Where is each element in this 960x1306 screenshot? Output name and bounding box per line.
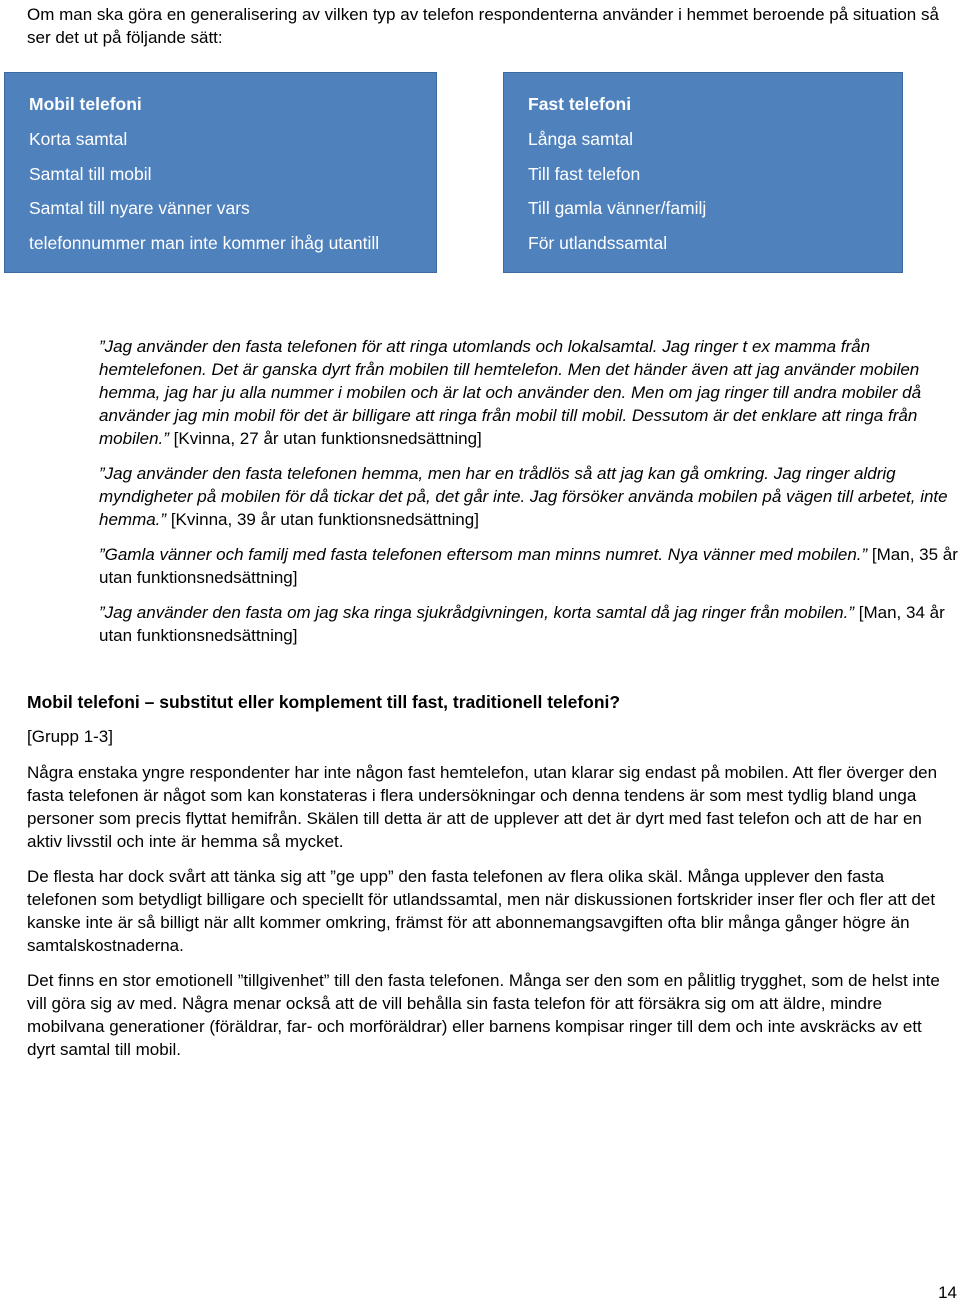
quote	[99, 335, 960, 450]
body-paragraph: Det finns en stor emotionell ”tillgivenhet” till den fasta telefonen. Många ser den som en pålitlig trygghet, som de helst inte vill göra sig av med. Några menar också att de vill behålla sin fasta telefon för att försäkra sig om att äldre, mindre mobilvana generationer (föräldrar, far- och morföräldrar) eller barnens kompisar ringer till dem och inte avskräcks av ett dyrt samtal till mobil.	[27, 971, 940, 1059]
fixed-telephony-box	[503, 72, 903, 273]
quote	[99, 462, 960, 531]
quote-text: ”Gamla vänner och familj med fasta telefonen eftersom man minns numret. Nya vänner med mobilen.”	[99, 545, 868, 564]
section-heading: Mobil telefoni – substitut eller komplement till fast, traditionell telefoni?	[27, 692, 621, 712]
section-body	[27, 690, 947, 1073]
quote-text: ”Jag använder den fasta telefonen för att ringa utomlands och lokalsamtal. Jag ringer t ex mamma från hemtelefonen. Det är ganska dyrt från mobilen till hemtelefon. Men det händer även att jag använder mobilen hemma, jag har ju alla nummer i mobilen och är lat och använder den. Men om jag ringer till andra mobiler då använder jag min mobil för det är billigare att ringa från mobil till mobil. Dessutom är det enklare att ringa från mobilen.”	[99, 337, 922, 448]
quote-text: ”Jag använder den fasta om jag ska ringa sjukrådgivningen, korta samtal då jag ringer från mobilen.”	[99, 603, 855, 622]
fixed-box-item: För utlandssamtal	[528, 233, 668, 254]
quote-source: [Kvinna, 39 år utan funktionsnedsättning]	[170, 510, 479, 529]
mobile-box-item: Korta samtal	[29, 128, 128, 149]
body-paragraph: De flesta har dock svårt att tänka sig att ”ge upp” den fasta telefonen av flera olika skäl. Många upplever den fasta telefonen som betydligt billigare och speciellt för utlandssamtal, men när diskussionen fortskrider inser fler och fler att det kanske inte är så billigt när allt kommer omkring, främst för att abonnemangsavgiften ofta blir många gånger högre än samtalskostnaderna.	[27, 867, 936, 955]
quote-source: [Man, 34 år utan funktionsnedsättning]	[99, 603, 945, 645]
fixed-box-item: Till fast telefon	[528, 163, 641, 184]
quote-source: [Kvinna, 27 år utan funktionsnedsättning]	[173, 429, 482, 448]
quotes-block	[99, 335, 960, 659]
mobile-box-item: telefonnummer man inte kommer ihåg utantill	[29, 233, 380, 254]
quote	[99, 543, 960, 589]
intro-paragraph: Om man ska göra en generalisering av vilken typ av telefon respondenterna använder i hemmet beroende på situation så ser det ut på följande sätt:	[27, 5, 939, 47]
fixed-box-item: Till gamla vänner/familj	[528, 198, 707, 219]
mobile-box-title: Mobil telefoni	[29, 94, 142, 114]
mobile-telephony-box	[4, 72, 437, 273]
quote-source: [Man, 35 år utan funktionsnedsättning]	[99, 545, 958, 587]
mobile-box-item: Samtal till mobil	[29, 163, 152, 184]
mobile-box-item: Samtal till nyare vänner vars	[29, 198, 250, 219]
page-number: 14	[938, 1283, 957, 1302]
fixed-box-title: Fast telefoni	[528, 94, 632, 114]
fixed-box-item: Långa samtal	[528, 128, 634, 149]
group-label: [Grupp 1-3]	[27, 727, 113, 746]
quote	[99, 601, 960, 647]
body-paragraph: Några enstaka yngre respondenter har inte någon fast hemtelefon, utan klarar sig endast på mobilen. Att fler överger den fasta telefonen är något som kan konstateras i flera undersökningar och denna tendens är som mest tydlig bland unga personer som precis flyttat hemifrån. Skälen till detta är att de upplever att det är dyrt med fast telefon och att de har en aktiv livsstil och inte är hemma så mycket.	[27, 763, 938, 851]
quote-text: ”Jag använder den fasta telefonen hemma, men har en trådlös så att jag kan gå omkring. Jag ringer aldrig myndigheter på mobilen för då tickar det på, det går inte. Jag försöker använda mobilen på vägen till arbetet, inte hemma.”	[99, 464, 948, 529]
